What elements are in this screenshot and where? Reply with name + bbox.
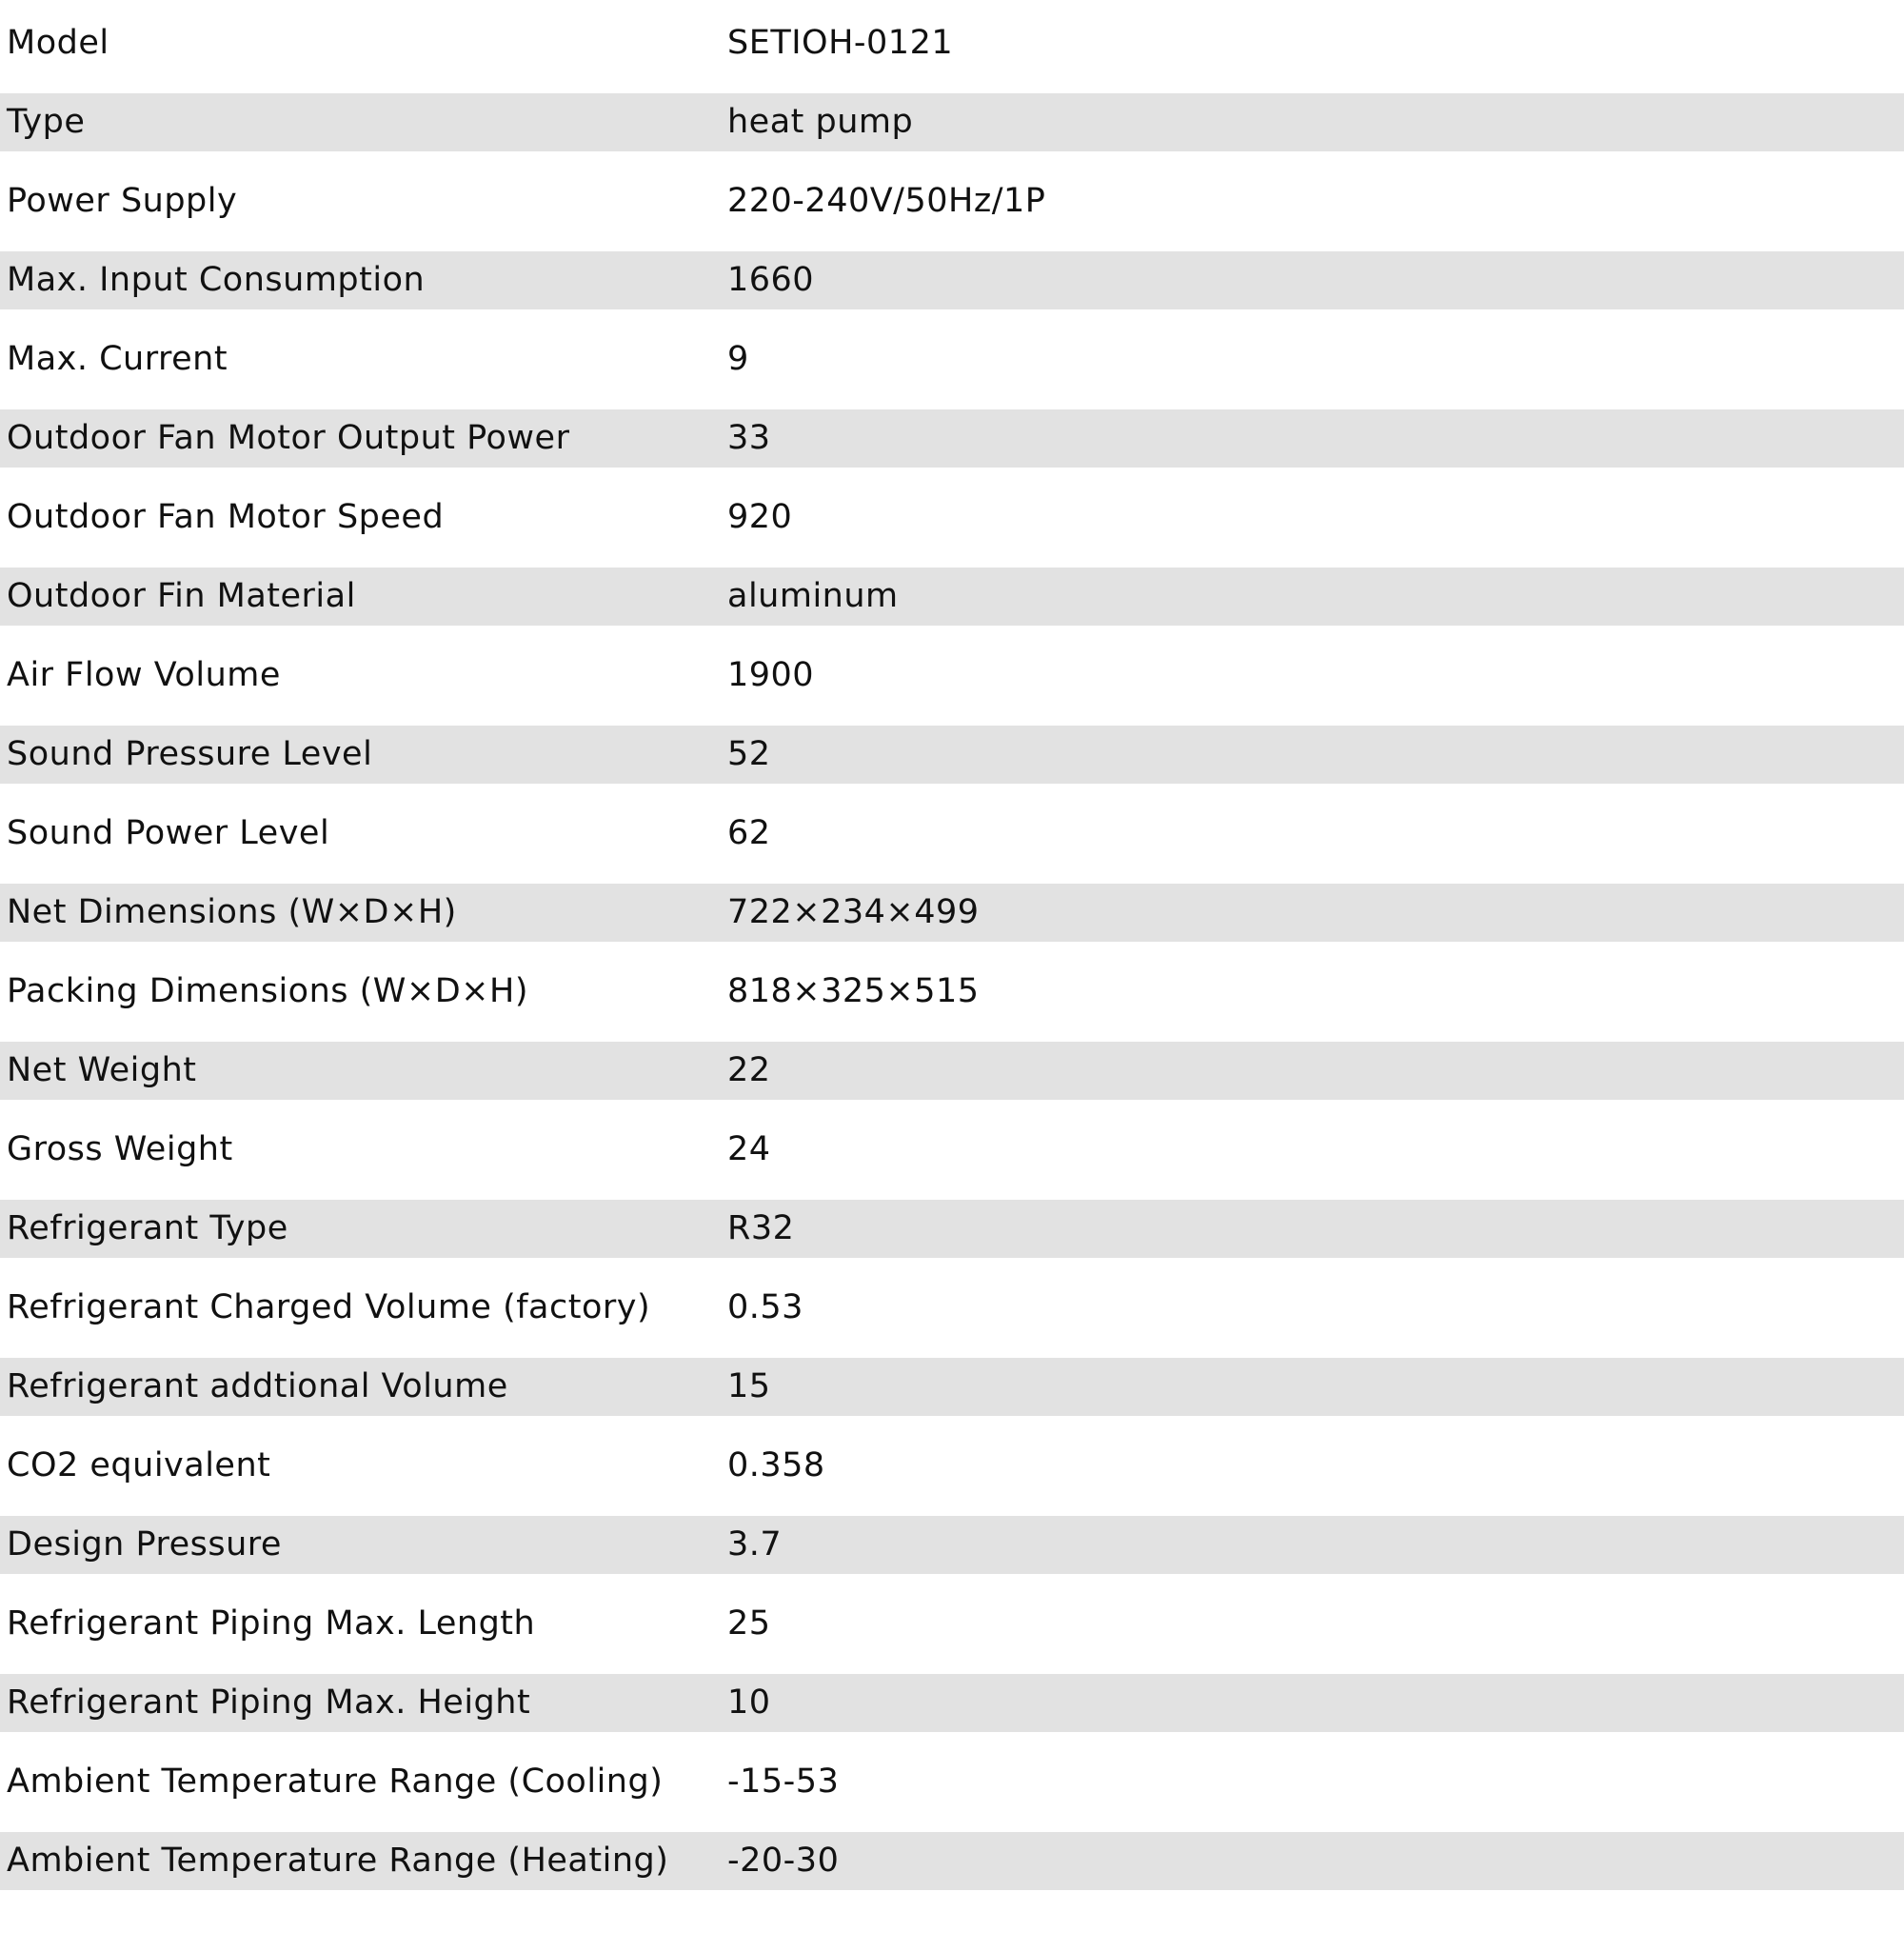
spec-label: Refrigerant Charged Volume (factory) [7, 1288, 651, 1326]
spec-value: 9 [727, 340, 749, 378]
table-row [0, 79, 1904, 158]
table-row [0, 0, 1904, 79]
spec-label: Refrigerant Piping Max. Length [7, 1604, 536, 1643]
spec-value: 22 [727, 1051, 771, 1089]
spec-value: 920 [727, 498, 793, 536]
table-row [0, 1818, 1904, 1897]
spec-value: 1660 [727, 261, 815, 299]
spec-value: 62 [727, 814, 771, 852]
table-row [0, 1660, 1904, 1739]
spec-label: Outdoor Fan Motor Output Power [7, 419, 570, 457]
spec-value: SETIOH-0121 [727, 24, 954, 62]
spec-label: Max. Current [7, 340, 228, 378]
table-row [0, 1581, 1904, 1660]
spec-label: Refrigerant Piping Max. Height [7, 1683, 531, 1722]
row-band [0, 1121, 1904, 1179]
table-row [0, 553, 1904, 632]
table-row [0, 711, 1904, 790]
table-row [0, 395, 1904, 474]
spec-label: Design Pressure [7, 1525, 282, 1564]
table-row [0, 632, 1904, 711]
table-row [0, 1344, 1904, 1423]
spec-label: Outdoor Fan Motor Speed [7, 498, 445, 536]
spec-label: Net Weight [7, 1051, 197, 1089]
spec-label: Ambient Temperature Range (Cooling) [7, 1763, 664, 1801]
table-row [0, 237, 1904, 316]
spec-label: Packing Dimensions (W×D×H) [7, 972, 528, 1010]
spec-label: Net Dimensions (W×D×H) [7, 893, 457, 931]
spec-label: Max. Input Consumption [7, 261, 426, 299]
table-row [0, 1739, 1904, 1818]
table-row [0, 474, 1904, 553]
spec-value: 25 [727, 1604, 771, 1643]
spec-value: 722×234×499 [727, 893, 980, 931]
table-row [0, 1502, 1904, 1581]
spec-label: Refrigerant Type [7, 1209, 288, 1247]
spec-label: Model [7, 24, 109, 62]
row-band [0, 1042, 1904, 1100]
spec-value: 818×325×515 [727, 972, 980, 1010]
spec-label: Sound Pressure Level [7, 735, 373, 773]
row-band [0, 1516, 1904, 1574]
spec-label: Type [7, 103, 86, 141]
spec-label: CO2 equivalent [7, 1446, 271, 1484]
spec-value: R32 [727, 1209, 795, 1247]
table-row [0, 1423, 1904, 1502]
spec-value: 10 [727, 1683, 771, 1722]
table-row [0, 1185, 1904, 1265]
row-band [0, 93, 1904, 151]
table-row [0, 1106, 1904, 1185]
table-row [0, 790, 1904, 869]
table-row [0, 316, 1904, 395]
spec-value: aluminum [727, 577, 899, 615]
spec-label: Refrigerant addtional Volume [7, 1367, 508, 1405]
spec-label: Air Flow Volume [7, 656, 281, 694]
spec-value: -15-53 [727, 1763, 840, 1801]
spec-value: 15 [727, 1367, 771, 1405]
row-band [0, 330, 1904, 388]
table-row [0, 1027, 1904, 1106]
spec-label: Ambient Temperature Range (Heating) [7, 1842, 669, 1880]
spec-value: 1900 [727, 656, 815, 694]
spec-label: Gross Weight [7, 1130, 233, 1168]
row-band [0, 647, 1904, 705]
spec-label: Sound Power Level [7, 814, 330, 852]
spec-label: Outdoor Fin Material [7, 577, 356, 615]
spec-value: 24 [727, 1130, 771, 1168]
spec-value: 52 [727, 735, 771, 773]
spec-value: heat pump [727, 103, 914, 141]
spec-value: 220-240V/50Hz/1P [727, 182, 1046, 220]
table-row [0, 1265, 1904, 1344]
spec-value: -20-30 [727, 1842, 840, 1880]
spec-value: 3.7 [727, 1525, 783, 1564]
spec-label: Power Supply [7, 182, 238, 220]
spec-value: 0.53 [727, 1288, 803, 1326]
table-row [0, 869, 1904, 948]
spec-value: 33 [727, 419, 771, 457]
table-row [0, 948, 1904, 1027]
row-band [0, 1437, 1904, 1495]
table-row [0, 158, 1904, 237]
spec-value: 0.358 [727, 1446, 825, 1484]
